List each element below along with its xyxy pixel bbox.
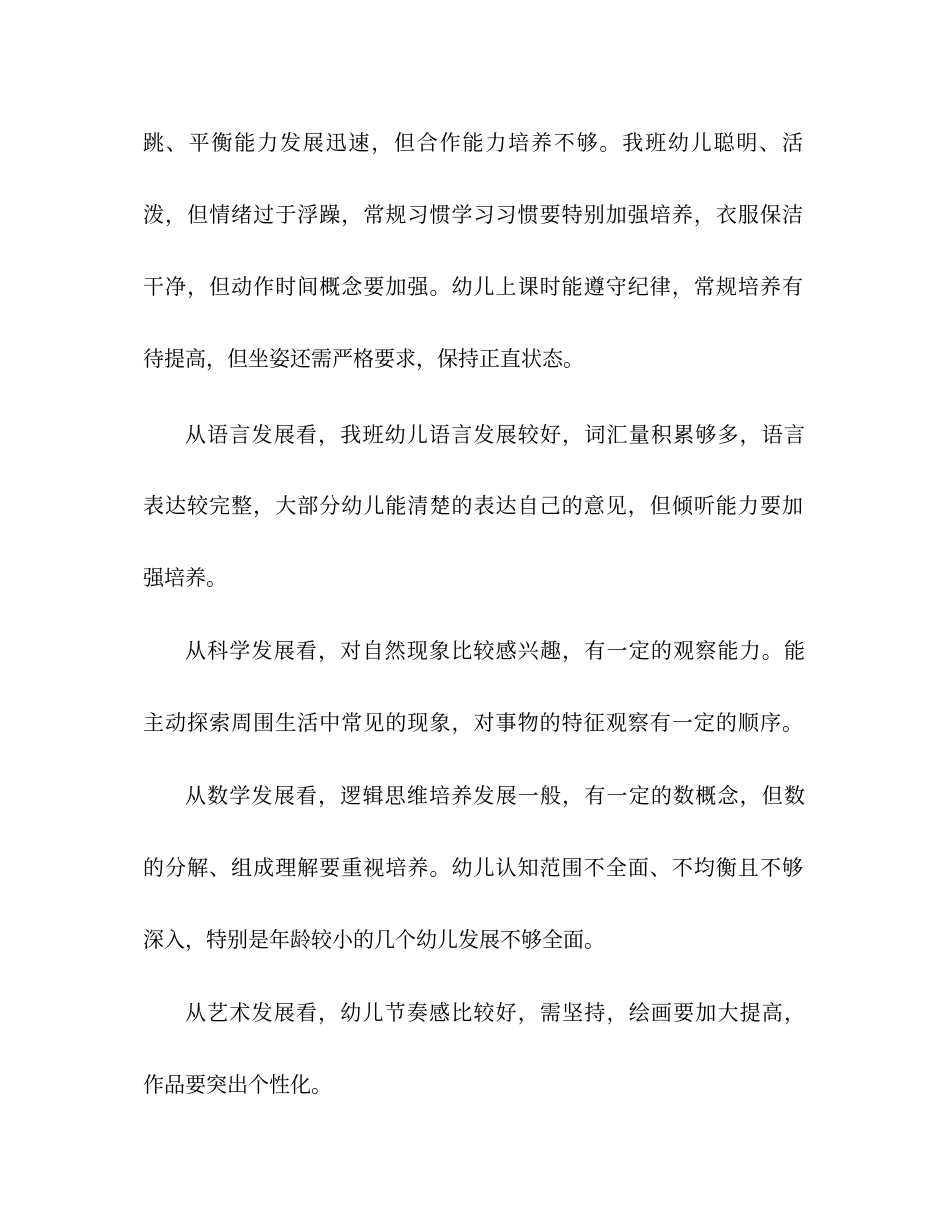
paragraph-line: 的分解、组成理解要重视培养。幼儿认知范围不全面、不均衡且不够 bbox=[143, 856, 803, 880]
paragraph-first-line: 从艺术发展看，幼儿节奏感比较好，需坚持，绘画要加大提高， bbox=[185, 1001, 805, 1025]
paragraph-first-line: 从语言发展看，我班幼儿语言发展较好，词汇量积累够多，语言 bbox=[185, 423, 805, 447]
paragraph-line: 待提高，但坐姿还需严格要求，保持正直状态。 bbox=[143, 347, 584, 371]
paragraph-line: 深入，特别是年龄较小的几个幼儿发展不够全面。 bbox=[143, 928, 605, 952]
paragraph-line: 跳、平衡能力发展迅速，但合作能力培养不够。我班幼儿聪明、活 bbox=[143, 131, 803, 155]
paragraph-line: 强培养。 bbox=[143, 566, 227, 590]
paragraph-line: 主动探索周围生活中常见的现象，对事物的特征观察有一定的顺序。 bbox=[143, 711, 803, 735]
paragraph-line: 干净，但动作时间概念要加强。幼儿上课时能遵守纪律，常规培养有 bbox=[143, 275, 803, 299]
paragraph-first-line: 从科学发展看，对自然现象比较感兴趣，有一定的观察能力。能 bbox=[185, 639, 805, 663]
paragraph-line: 泼，但情绪过于浮躁，常规习惯学习习惯要特别加强培养，衣服保洁 bbox=[143, 203, 803, 227]
paragraph-first-line: 从数学发展看，逻辑思维培养发展一般，有一定的数概念，但数 bbox=[185, 784, 805, 808]
paragraph-line: 作品要突出个性化。 bbox=[143, 1073, 332, 1097]
paragraph-line: 表达较完整，大部分幼儿能清楚的表达自己的意见，但倾听能力要加 bbox=[143, 494, 803, 518]
